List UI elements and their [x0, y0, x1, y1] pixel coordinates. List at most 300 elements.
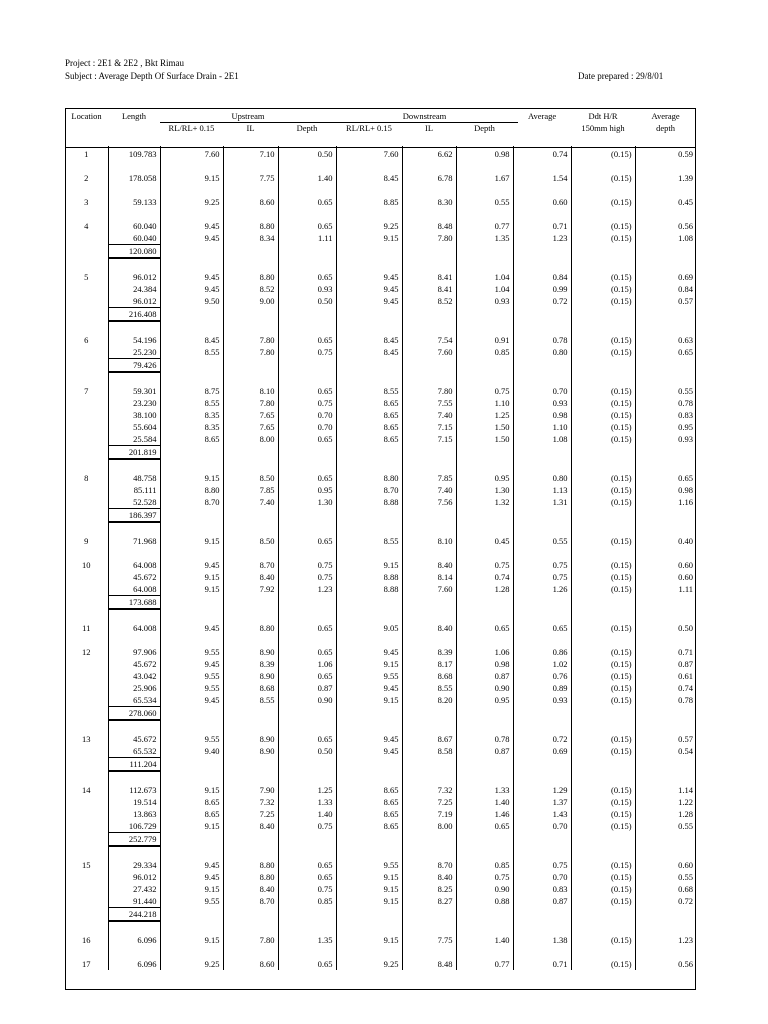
average-cell: 1.23 [513, 232, 571, 245]
down-il-cell: 8.68 [402, 670, 456, 682]
down-rl-cell: 9.15 [336, 232, 402, 245]
average-cell: 0.65 [513, 622, 571, 634]
average-cell: 1.43 [513, 808, 571, 820]
average-cell: 0.71 [513, 958, 571, 970]
empty-cell [571, 308, 635, 322]
down-rl-cell: 9.15 [336, 559, 402, 571]
empty-cell [223, 833, 278, 847]
gap-cell [65, 946, 108, 958]
empty-cell [336, 707, 402, 721]
gap-cell [513, 547, 571, 559]
empty-cell [456, 707, 513, 721]
down-rl-cell: 8.65 [336, 421, 402, 433]
down-il-cell: 7.60 [402, 583, 456, 596]
gap-cell [402, 720, 456, 733]
gap-cell [513, 321, 571, 334]
length-cell: 112.673 [108, 784, 160, 796]
gap-cell [456, 946, 513, 958]
gap-cell [65, 184, 108, 196]
down-rl-cell: 8.88 [336, 583, 402, 596]
average-cell: 1.31 [513, 496, 571, 509]
gap-cell [571, 609, 635, 622]
down-depth-cell: 1.33 [456, 784, 513, 796]
empty-cell [278, 596, 336, 610]
average-cell: 1.08 [513, 433, 571, 446]
table-row [65, 883, 696, 895]
subject-line: Subject : Average Depth Of Surface Drain - 2E1 [65, 71, 239, 81]
empty-cell [160, 758, 223, 772]
gap-row [65, 258, 696, 271]
down-rl-cell: 8.70 [336, 484, 402, 496]
empty-cell [223, 908, 278, 922]
gap-cell [65, 321, 108, 334]
gap-cell [635, 846, 696, 859]
up-depth-cell: 0.75 [278, 571, 336, 583]
gap-cell [571, 634, 635, 646]
empty-cell [513, 446, 571, 460]
up-rl-cell: 8.75 [160, 385, 223, 397]
location-cell: 8 [84, 473, 89, 483]
gap-cell [513, 771, 571, 784]
gap-cell [278, 720, 336, 733]
empty-cell [336, 359, 402, 373]
gap-cell [336, 771, 402, 784]
down-il-cell: 7.75 [402, 934, 456, 946]
up-depth-cell: 0.90 [278, 694, 336, 707]
down-rl-cell: 9.15 [336, 658, 402, 670]
gap-cell [513, 522, 571, 535]
down-il-cell: 7.85 [402, 472, 456, 484]
ddt-cell: (0.15) [571, 682, 635, 694]
gap-row [65, 846, 696, 859]
ddt-cell: (0.15) [571, 421, 635, 433]
date-prepared: Date prepared : 29/8/01 [578, 71, 664, 81]
empty-cell [402, 596, 456, 610]
empty-cell [160, 596, 223, 610]
avg-depth-cell: 1.16 [635, 496, 696, 509]
gap-row [65, 160, 696, 172]
ddt-cell: (0.15) [571, 733, 635, 745]
avg-depth-cell: 0.60 [635, 559, 696, 571]
gap-row [65, 321, 696, 334]
empty-cell [635, 758, 696, 772]
gap-cell [456, 160, 513, 172]
up-il-cell: 8.60 [223, 958, 278, 970]
avg-depth-cell: 1.23 [635, 934, 696, 946]
gap-cell [571, 321, 635, 334]
up-rl-cell: 9.45 [160, 283, 223, 295]
gap-cell [456, 771, 513, 784]
down-il-cell: 6.62 [402, 148, 456, 160]
length-total-cell: 173.688 [108, 596, 160, 610]
ddt-cell: (0.15) [571, 148, 635, 160]
avg-depth-cell: 0.78 [635, 397, 696, 409]
up-il-cell: 7.80 [223, 334, 278, 346]
table-row [65, 859, 696, 871]
length-cell: 38.100 [108, 409, 160, 421]
gap-cell [635, 184, 696, 196]
location-cell [65, 446, 108, 460]
gap-cell [223, 372, 278, 385]
up-depth-cell: 0.65 [278, 433, 336, 446]
gap-cell [336, 258, 402, 271]
empty-cell [635, 908, 696, 922]
down-il-cell: 8.48 [402, 958, 456, 970]
up-il-cell: 8.80 [223, 859, 278, 871]
location-cell [65, 908, 108, 922]
up-il-cell: 8.55 [223, 694, 278, 707]
avg-depth-cell: 0.57 [635, 295, 696, 308]
up-depth-cell: 0.65 [278, 220, 336, 232]
gap-cell [571, 720, 635, 733]
table-row [65, 796, 696, 808]
up-rl-cell: 9.55 [160, 646, 223, 658]
gap-row [65, 547, 696, 559]
down-il-cell: 8.52 [402, 295, 456, 308]
gap-cell [108, 771, 160, 784]
down-depth-cell: 0.75 [456, 559, 513, 571]
up-depth-cell: 1.06 [278, 658, 336, 670]
down-rl-cell: 9.15 [336, 871, 402, 883]
down-rl-cell: 8.65 [336, 820, 402, 833]
avg-depth-cell: 0.60 [635, 571, 696, 583]
total-row [65, 308, 696, 322]
ddt-cell: (0.15) [571, 484, 635, 496]
gap-cell [635, 372, 696, 385]
length-cell: 96.012 [108, 271, 160, 283]
gap-cell [336, 208, 402, 220]
table-row [65, 496, 696, 509]
up-rl-cell: 9.15 [160, 583, 223, 596]
table-row [65, 220, 696, 232]
gap-cell [635, 946, 696, 958]
gap-cell [336, 846, 402, 859]
down-rl-cell: 8.65 [336, 433, 402, 446]
length-cell: 45.672 [108, 571, 160, 583]
location-cell [65, 670, 108, 682]
avg-depth-cell: 0.84 [635, 283, 696, 295]
gap-cell [635, 459, 696, 472]
down-il-cell: 8.14 [402, 571, 456, 583]
gap-cell [336, 321, 402, 334]
length-cell: 55.604 [108, 421, 160, 433]
total-row [65, 833, 696, 847]
gap-cell [223, 720, 278, 733]
down-rl-cell: 8.45 [336, 172, 402, 184]
gap-cell [65, 258, 108, 271]
down-rl-cell: 7.60 [336, 148, 402, 160]
location-cell [65, 833, 108, 847]
down-il-cell: 8.39 [402, 646, 456, 658]
gap-cell [456, 372, 513, 385]
gap-cell [635, 522, 696, 535]
up-il-cell: 7.80 [223, 397, 278, 409]
location-cell: 6 [84, 335, 89, 345]
down-depth-cell: 1.32 [456, 496, 513, 509]
length-cell: 71.968 [108, 535, 160, 547]
location-cell [65, 596, 108, 610]
table-row [65, 397, 696, 409]
gap-cell [108, 547, 160, 559]
table-row [65, 172, 696, 184]
location-cell: 17 [82, 959, 91, 969]
empty-cell [278, 509, 336, 523]
length-cell: 97.906 [108, 646, 160, 658]
gap-cell [278, 522, 336, 535]
gap-cell [108, 321, 160, 334]
down-il-cell: 8.58 [402, 745, 456, 758]
ddt-cell: (0.15) [571, 583, 635, 596]
up-il-cell: 8.10 [223, 385, 278, 397]
location-cell [65, 484, 108, 496]
empty-cell [402, 908, 456, 922]
length-cell: 64.008 [108, 559, 160, 571]
length-cell: 6.096 [108, 958, 160, 970]
col-upstream: Upstream [231, 111, 265, 121]
up-rl-cell: 8.45 [160, 334, 223, 346]
total-row [65, 758, 696, 772]
up-depth-cell: 0.65 [278, 472, 336, 484]
gap-cell [571, 522, 635, 535]
length-cell: 43.042 [108, 670, 160, 682]
avg-depth-cell: 0.95 [635, 421, 696, 433]
empty-cell [513, 908, 571, 922]
avg-depth-cell: 0.61 [635, 670, 696, 682]
empty-cell [635, 245, 696, 259]
empty-cell [223, 446, 278, 460]
down-il-cell: 8.27 [402, 895, 456, 908]
gap-cell [160, 771, 223, 784]
down-depth-cell: 1.35 [456, 232, 513, 245]
empty-cell [456, 359, 513, 373]
gap-cell [571, 372, 635, 385]
gap-cell [65, 921, 108, 934]
gap-cell [635, 321, 696, 334]
location-cell [65, 359, 108, 373]
gap-row [65, 372, 696, 385]
avg-depth-cell: 0.87 [635, 658, 696, 670]
avg-depth-cell: 0.83 [635, 409, 696, 421]
length-cell: 64.008 [108, 583, 160, 596]
up-rl-cell: 9.25 [160, 958, 223, 970]
gap-cell [571, 459, 635, 472]
ddt-cell: (0.15) [571, 295, 635, 308]
up-depth-cell: 0.65 [278, 535, 336, 547]
down-rl-cell: 9.25 [336, 220, 402, 232]
length-cell: 19.514 [108, 796, 160, 808]
up-il-cell: 7.10 [223, 148, 278, 160]
empty-cell [456, 758, 513, 772]
down-rl-cell: 9.45 [336, 733, 402, 745]
avg-depth-cell: 1.11 [635, 583, 696, 596]
average-cell: 0.69 [513, 745, 571, 758]
gap-cell [635, 921, 696, 934]
down-il-cell: 7.19 [402, 808, 456, 820]
up-il-cell: 7.32 [223, 796, 278, 808]
length-cell: 91.440 [108, 895, 160, 908]
table-row [65, 421, 696, 433]
ddt-cell: (0.15) [571, 346, 635, 359]
empty-cell [336, 758, 402, 772]
gap-cell [278, 634, 336, 646]
gap-cell [223, 547, 278, 559]
location-cell [65, 496, 108, 509]
down-depth-cell: 0.65 [456, 622, 513, 634]
up-il-cell: 8.40 [223, 883, 278, 895]
empty-cell [513, 359, 571, 373]
col-location: Location [71, 111, 102, 121]
gap-cell [278, 921, 336, 934]
empty-cell [278, 758, 336, 772]
down-il-cell: 7.40 [402, 409, 456, 421]
col-up-rl: RL/RL+ 0.15 [168, 123, 215, 133]
up-rl-cell: 9.45 [160, 658, 223, 670]
down-rl-cell: 9.45 [336, 283, 402, 295]
length-total-cell: 252.779 [108, 833, 160, 847]
length-cell: 29.334 [108, 859, 160, 871]
location-cell [65, 433, 108, 446]
length-cell: 27.432 [108, 883, 160, 895]
ddt-cell: (0.15) [571, 433, 635, 446]
down-depth-cell: 0.91 [456, 334, 513, 346]
average-cell: 0.72 [513, 733, 571, 745]
avg-depth-cell: 0.68 [635, 883, 696, 895]
gap-cell [402, 208, 456, 220]
ddt-cell: (0.15) [571, 934, 635, 946]
gap-cell [65, 459, 108, 472]
up-rl-cell: 8.35 [160, 409, 223, 421]
col-average: Average [527, 111, 557, 121]
ddt-cell: (0.15) [571, 271, 635, 283]
up-rl-cell: 9.15 [160, 472, 223, 484]
avg-depth-cell: 1.28 [635, 808, 696, 820]
avg-depth-cell: 0.74 [635, 682, 696, 694]
length-cell: 64.008 [108, 622, 160, 634]
length-cell: 60.040 [108, 220, 160, 232]
empty-cell [160, 509, 223, 523]
gap-cell [635, 634, 696, 646]
up-rl-cell: 8.80 [160, 484, 223, 496]
length-cell: 25.230 [108, 346, 160, 359]
empty-cell [160, 908, 223, 922]
gap-cell [513, 208, 571, 220]
gap-cell [160, 921, 223, 934]
avg-depth-cell: 0.57 [635, 733, 696, 745]
up-il-cell: 7.80 [223, 934, 278, 946]
total-row [65, 707, 696, 721]
up-depth-cell: 0.75 [278, 820, 336, 833]
empty-cell [571, 908, 635, 922]
length-cell: 13.863 [108, 808, 160, 820]
gap-cell [513, 184, 571, 196]
gap-cell [223, 184, 278, 196]
up-depth-cell: 0.95 [278, 484, 336, 496]
table-row [65, 934, 696, 946]
gap-cell [571, 846, 635, 859]
average-cell: 0.74 [513, 148, 571, 160]
down-il-cell: 7.15 [402, 421, 456, 433]
up-depth-cell: 0.65 [278, 385, 336, 397]
table-row [65, 295, 696, 308]
up-il-cell: 8.90 [223, 670, 278, 682]
average-cell: 0.75 [513, 559, 571, 571]
average-cell: 0.98 [513, 409, 571, 421]
table-row [65, 484, 696, 496]
empty-cell [571, 596, 635, 610]
gap-cell [65, 771, 108, 784]
avg-depth-cell: 1.08 [635, 232, 696, 245]
empty-cell [402, 509, 456, 523]
up-depth-cell: 1.25 [278, 784, 336, 796]
up-il-cell: 7.85 [223, 484, 278, 496]
table-row [65, 571, 696, 583]
gap-row [65, 459, 696, 472]
empty-cell [402, 707, 456, 721]
empty-cell [456, 308, 513, 322]
gap-cell [108, 208, 160, 220]
gap-cell [108, 634, 160, 646]
ddt-cell: (0.15) [571, 883, 635, 895]
gap-cell [635, 609, 696, 622]
length-cell: 45.672 [108, 733, 160, 745]
gap-cell [336, 720, 402, 733]
length-cell: 54.196 [108, 334, 160, 346]
avg-depth-cell: 0.69 [635, 271, 696, 283]
ddt-cell: (0.15) [571, 283, 635, 295]
empty-cell [635, 833, 696, 847]
gap-cell [402, 946, 456, 958]
down-depth-cell: 0.74 [456, 571, 513, 583]
down-il-cell: 8.55 [402, 682, 456, 694]
table-header [65, 108, 696, 146]
up-il-cell: 7.65 [223, 421, 278, 433]
gap-cell [108, 184, 160, 196]
average-cell: 0.75 [513, 571, 571, 583]
gap-cell [278, 946, 336, 958]
average-cell: 1.02 [513, 658, 571, 670]
gap-cell [336, 459, 402, 472]
average-cell: 1.26 [513, 583, 571, 596]
down-depth-cell: 1.10 [456, 397, 513, 409]
up-il-cell: 7.25 [223, 808, 278, 820]
down-depth-cell: 0.77 [456, 220, 513, 232]
gap-row [65, 946, 696, 958]
total-row [65, 359, 696, 373]
empty-cell [402, 359, 456, 373]
location-cell: 13 [82, 734, 91, 744]
down-depth-cell: 0.87 [456, 745, 513, 758]
avg-depth-cell: 0.93 [635, 433, 696, 446]
total-row [65, 245, 696, 259]
empty-cell [160, 833, 223, 847]
down-il-cell: 7.40 [402, 484, 456, 496]
avg-depth-cell: 0.55 [635, 871, 696, 883]
length-total-cell: 201.819 [108, 446, 160, 460]
gap-cell [402, 160, 456, 172]
length-cell: 65.532 [108, 745, 160, 758]
gap-cell [571, 184, 635, 196]
up-rl-cell: 9.15 [160, 883, 223, 895]
down-il-cell: 8.40 [402, 559, 456, 571]
down-rl-cell: 9.45 [336, 271, 402, 283]
gap-cell [108, 258, 160, 271]
gap-cell [108, 522, 160, 535]
down-depth-cell: 0.55 [456, 196, 513, 208]
ddt-cell: (0.15) [571, 658, 635, 670]
empty-cell [278, 833, 336, 847]
down-depth-cell: 1.04 [456, 271, 513, 283]
gap-cell [336, 184, 402, 196]
